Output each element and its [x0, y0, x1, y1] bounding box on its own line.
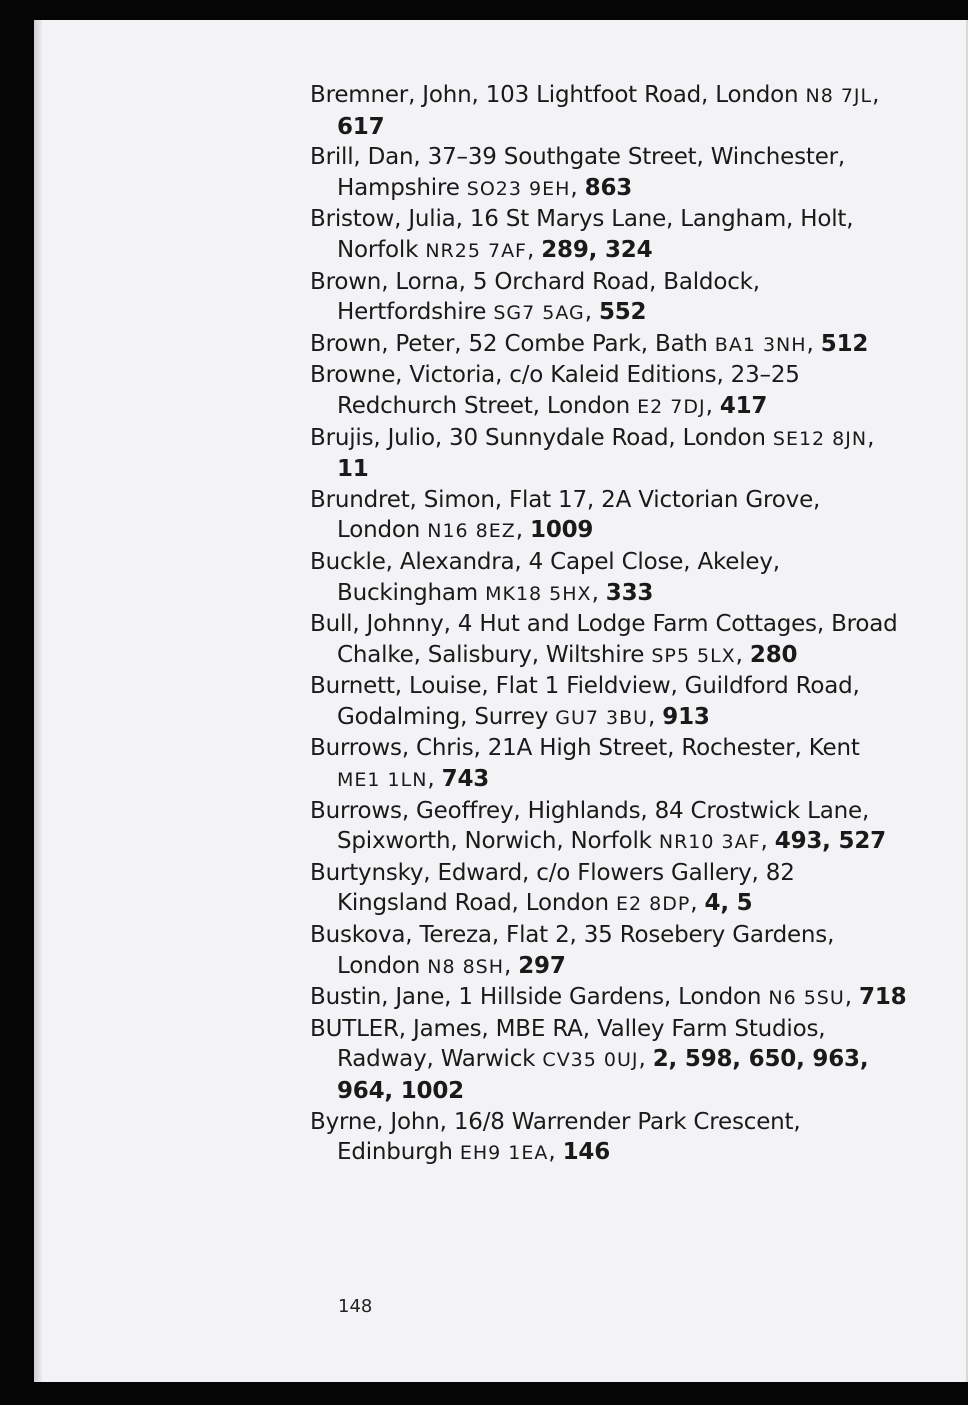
entry-address: 1 Hillside Gardens, London	[458, 984, 762, 1011]
entry-postcode: GU7 3BU	[555, 706, 649, 729]
index-entry: Brown, Lorna, 5 Orchard Road, Baldock, Hertfordshire SG7 5AG, 552	[310, 268, 760, 326]
entry-page-refs: 417	[719, 392, 768, 419]
entry-page-refs: 913	[662, 703, 710, 730]
entry-name: Bull, Johnny	[310, 611, 444, 638]
entry-name: BUTLER, James, MBE RA	[310, 1015, 583, 1042]
entry-address: 21A High Street, Rochester, Kent	[487, 735, 860, 762]
entry-page-refs: 146	[562, 1139, 611, 1166]
entry-name: Burrows, Chris	[310, 735, 474, 762]
entry-page-refs: 718	[859, 984, 907, 1011]
entry-address: Flat 1 Fieldview, Guildford Road, Godalming, Surrey	[337, 673, 860, 730]
entry-postcode: ME1 1LN	[337, 769, 428, 792]
entry-address: Flat 2, 35 Rosebery Gardens, London	[337, 922, 835, 979]
entry-page-refs: 297	[518, 952, 566, 979]
index-entry: Burtynsky, Edward, c/o Flowers Gallery, 82 Kingsland Road, London E2 8DP, 4, 5	[310, 859, 795, 917]
entry-page-refs: 617	[337, 113, 385, 140]
entry-name: Byrne, John	[310, 1108, 440, 1135]
entry-page-refs: 4, 5	[704, 890, 753, 917]
index-entry: Browne, Victoria, c/o Kaleid Editions, 23–25 Redchurch Street, London E2 7DJ, 417	[310, 362, 800, 419]
entry-name: Buskova, Tereza	[310, 922, 492, 949]
entry-postcode: EH9 1EA	[459, 1142, 549, 1165]
entry-name: Buckle, Alexandra	[310, 548, 515, 575]
entry-address: Highlands, 84 Crostwick Lane, Spixworth, Norwich, Norfolk	[337, 797, 870, 855]
entry-page-refs: 333	[605, 579, 654, 606]
entry-postcode: E2 8DP	[615, 893, 691, 916]
index-entry: Byrne, John, 16/8 Warrender Park Crescent, Edinburgh EH9 1EA, 146	[310, 1108, 801, 1166]
entry-address: 52 Combe Park, Bath	[468, 330, 708, 357]
index-entry: Burnett, Louise, Flat 1 Fieldview, Guildford Road, Godalming, Surrey GU7 3BU, 913	[310, 673, 860, 730]
entry-address: 4 Capel Close, Akeley, Buckingham	[337, 548, 780, 606]
entry-address: Valley Farm Studios, Radway, Warwick	[337, 1015, 826, 1073]
entry-name: Bustin, Jane	[310, 984, 445, 1011]
index-entry-list	[310, 80, 910, 1169]
entry-page-refs: 743	[441, 766, 490, 793]
entry-postcode: N8 7JL	[805, 85, 873, 107]
entry-name: Burnett, Louise	[310, 673, 482, 700]
entry-postcode: NR25 7AF	[425, 239, 527, 262]
entry-postcode: BA1 3NH	[714, 333, 807, 356]
index-entry: Bustin, Jane, 1 Hillside Gardens, London N6 5SU, 718	[310, 984, 907, 1011]
entry-address: 30 Sunnydale Road, London	[449, 424, 766, 451]
entry-postcode: NR10 3AF	[658, 831, 761, 854]
entry-address: c/o Flowers Gallery, 82 Kingsland Road, London	[337, 859, 795, 917]
entry-postcode: MK18 5HX	[485, 582, 592, 605]
entry-name: Browne, Victoria	[310, 362, 496, 389]
entry-postcode: SE12 8JN	[772, 427, 868, 450]
entry-address: 16/8 Warrender Park Crescent, Edinburgh	[337, 1108, 801, 1166]
entry-address: c/o Kaleid Editions, 23–25 Redchurch Street, London	[337, 362, 800, 419]
index-entry: Brundret, Simon, Flat 17, 2A Victorian Grove, London N16 8EZ, 1009	[310, 486, 821, 544]
index-entry: Buskova, Tereza, Flat 2, 35 Rosebery Gardens, London N8 8SH, 297	[310, 922, 835, 979]
index-entry: Burrows, Geoffrey, Highlands, 84 Crostwick Lane, Spixworth, Norwich, Norfolk NR10 3AF, 493, 527	[310, 797, 886, 855]
entry-postcode: SO23 9EH	[466, 177, 571, 200]
entry-name: Brill, Dan	[310, 144, 414, 171]
entry-address: 4 Hut and Lodge Farm Cottages, Broad Chalke, Salisbury, Wiltshire	[337, 611, 898, 668]
entry-page-refs: 512	[820, 330, 869, 357]
index-entry: Burrows, Chris, 21A High Street, Rochester, Kent ME1 1LN, 743	[310, 735, 860, 793]
entry-page-refs: 2, 598, 650, 963, 964, 1002	[337, 1046, 869, 1104]
index-entry: Bull, Johnny, 4 Hut and Lodge Farm Cottages, Broad Chalke, Salisbury, Wiltshire SP5 5LX, 280	[310, 611, 898, 668]
index-entry: Buckle, Alexandra, 4 Capel Close, Akeley, Buckingham MK18 5HX, 333	[310, 548, 780, 606]
entry-page-refs: 1009	[530, 517, 594, 544]
entry-name: Bremner, John	[310, 82, 472, 108]
index-entry: Brill, Dan, 37–39 Southgate Street, Winchester, Hampshire SO23 9EH, 863	[310, 144, 846, 201]
entry-page-refs: 280	[749, 641, 798, 668]
entry-address: 5 Orchard Road, Baldock, Hertfordshire	[337, 268, 760, 326]
page-edge	[34, 20, 42, 1382]
entry-name: Bristow, Julia	[310, 206, 456, 233]
entry-name: Brown, Lorna	[310, 268, 459, 295]
entry-name: Burrows, Geoffrey	[310, 797, 514, 824]
entry-address: 37–39 Southgate Street, Winchester, Hampshire	[337, 144, 846, 201]
entry-page-refs: 11	[337, 456, 369, 483]
entry-name: Brundret, Simon	[310, 486, 495, 513]
entry-address: Flat 17, 2A Victorian Grove, London	[337, 486, 821, 544]
index-entry: BUTLER, James, MBE RA, Valley Farm Studios, Radway, Warwick CV35 0UJ, 2, 598, 650, 963, 964, 1002	[310, 1015, 869, 1104]
entry-name: Burtynsky, Edward	[310, 859, 523, 886]
entry-name: Brown, Peter	[310, 330, 455, 357]
entry-postcode: N6 5SU	[768, 987, 845, 1010]
entry-postcode: SP5 5LX	[651, 644, 736, 667]
index-entry: Brown, Peter, 52 Combe Park, Bath BA1 3NH, 512	[310, 330, 869, 357]
index-entry: Bremner, John, 103 Lightfoot Road, London N8 7JL, 617	[310, 82, 880, 140]
entry-postcode: SG7 5AG	[493, 302, 585, 325]
page-number: 148	[338, 1296, 373, 1317]
entry-page-refs: 863	[584, 174, 633, 201]
entry-postcode: N16 8EZ	[427, 520, 516, 543]
index-entry: Bristow, Julia, 16 St Marys Lane, Langham, Holt, Norfolk NR25 7AF, 289, 324	[310, 206, 854, 263]
entry-name: Brujis, Julio	[310, 424, 435, 451]
entry-page-refs: 493, 527	[774, 828, 886, 855]
entry-postcode: N8 8SH	[427, 955, 505, 978]
entry-address: 103 Lightfoot Road, London	[485, 82, 799, 108]
entry-page-refs: 289, 324	[541, 236, 653, 263]
entry-postcode: CV35 0UJ	[542, 1049, 639, 1072]
entry-page-refs: 552	[598, 299, 647, 326]
entry-address: 16 St Marys Lane, Langham, Holt, Norfolk	[337, 206, 854, 263]
index-entry: Brujis, Julio, 30 Sunnydale Road, London SE12 8JN, 11	[310, 424, 875, 483]
entry-postcode: E2 7DJ	[637, 395, 706, 418]
